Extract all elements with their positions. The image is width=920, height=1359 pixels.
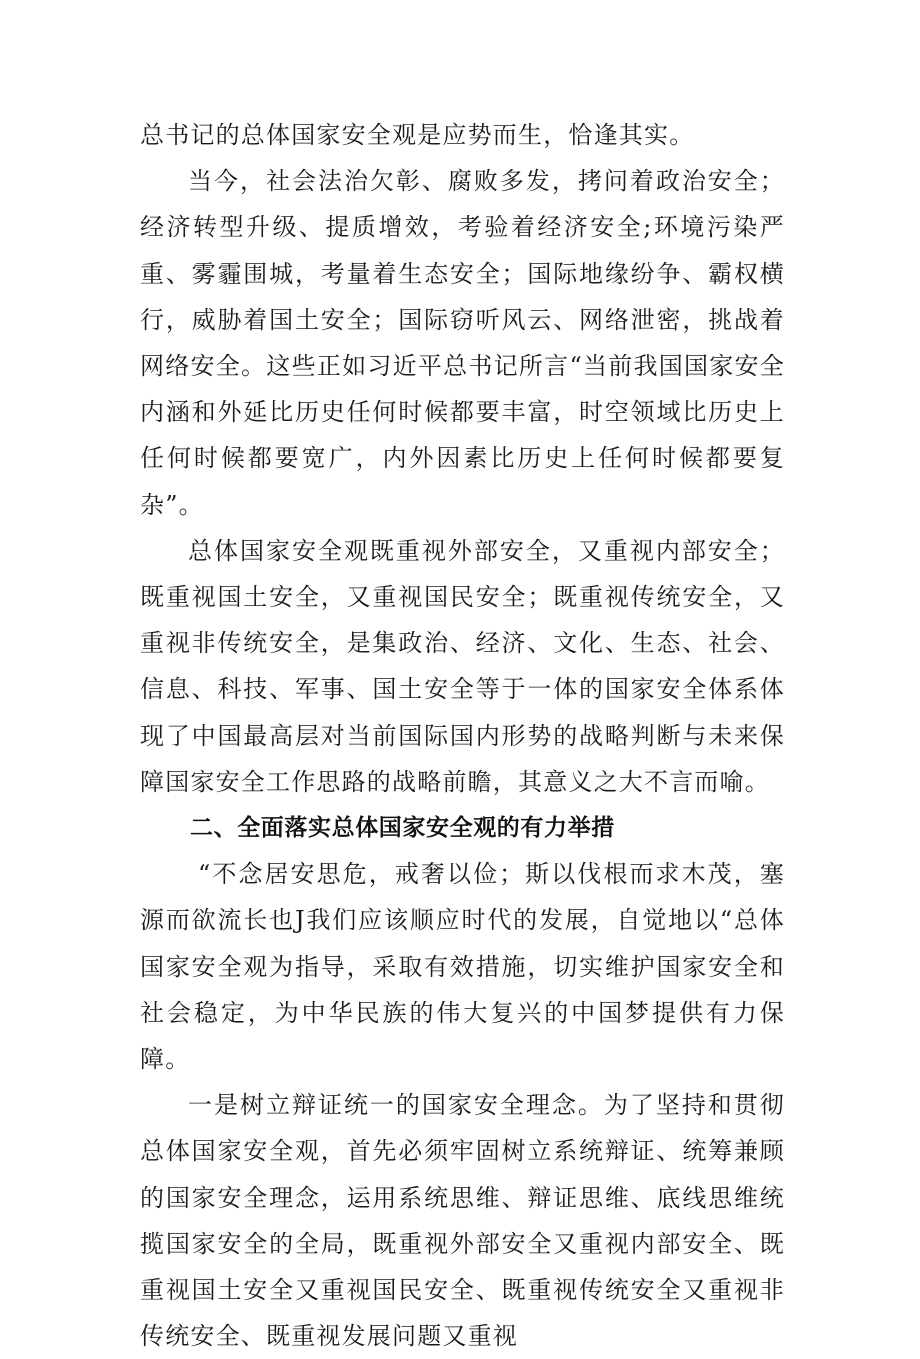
paragraph-5: 一是树立辩证统一的国家安全理念。为了坚持和贯彻总体国家安全观，首先必须牢固树立系统辩证、统筹兼顾的国家安全理念，运用系统思维、辩证思维、底线思维统揽国家安全的全局，既重视外部安全又重视内部安全、既重视国土安全又重视国民安全、既重视传统安全又重视非传统安全、既重视发展问题又重视 bbox=[140, 1091, 785, 1351]
paragraph-1: 总书记的总体国家安全观是应势而生，恰逢其实。 bbox=[140, 121, 695, 149]
document-body bbox=[140, 112, 785, 1359]
paragraph-2: 当今，社会法治欠彰、腐败多发，拷问着政治安全；经济转型升级、提质增效，考验着经济安全;环境污染严重、雾霾围城，考量着生态安全；国际地缘纷争、霸权横行，威胁着国土安全；国际窃听风云、网络泄密，挑战着网络安全。这些正如习近平总书记所言“当前我国国家安全内涵和外延比历史任何时候都要丰富，时空领域比历史上任何时候都要宽广，内外因素比历史上任何时候都要复杂”。 bbox=[140, 167, 785, 519]
paragraph-4: “不念居安思危，戒奢以俭；斯以伐根而求木茂，塞源而欲流长也J我们应该顺应时代的发展，自觉地以“总体国家安全观为指导，采取有效措施，切实维护国家安全和社会稳定，为中华民族的伟大复兴的中国梦提供有力保障。 bbox=[140, 860, 785, 1074]
section-heading: 二、全面落实总体国家安全观的有力举措 bbox=[190, 815, 615, 842]
paragraph-3: 总体国家安全观既重视外部安全，又重视内部安全；既重视国土安全，又重视国民安全；既重视传统安全，又重视非传统安全，是集政治、经济、文化、生态、社会、信息、科技、军事、国土安全等于一体的国家安全体系体现了中国最高层对当前国际国内形势的战略判断与未来保障国家安全工作思路的战略前瞻，其意义之大不言而喻。 bbox=[140, 536, 785, 796]
